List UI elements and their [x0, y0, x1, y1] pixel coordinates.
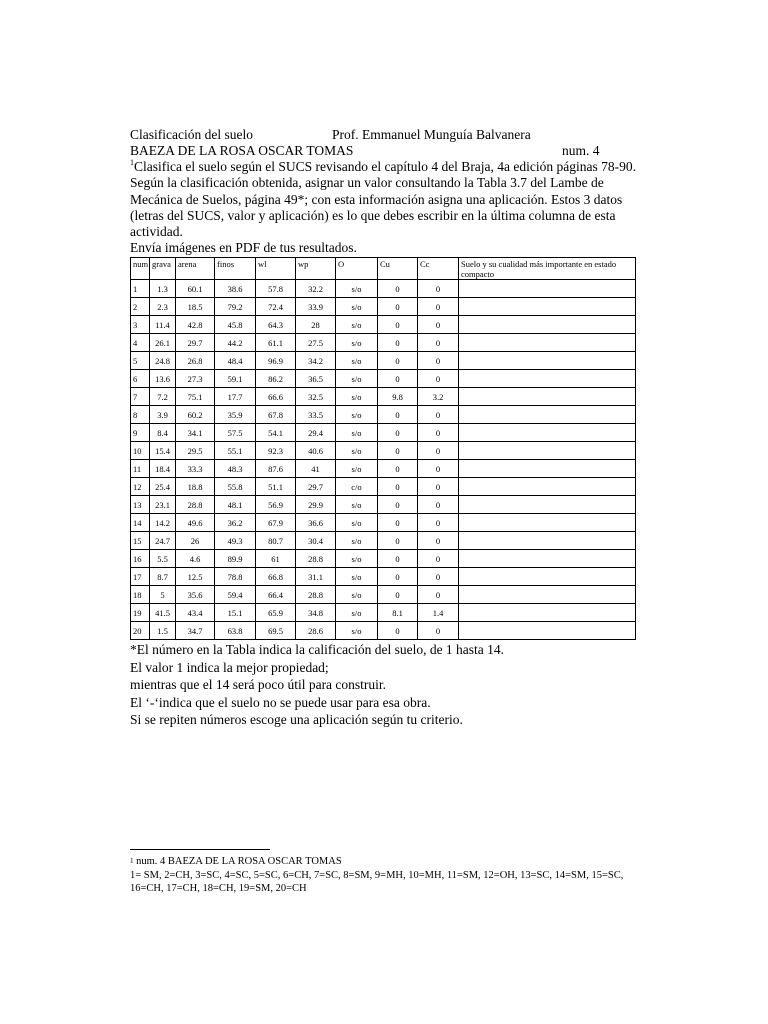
table-cell: 0 [378, 352, 418, 370]
answer-cell[interactable] [459, 622, 636, 640]
table-cell: 0 [378, 496, 418, 514]
column-header: Cc [418, 258, 459, 280]
table-cell: 1 [131, 280, 150, 298]
table-cell: 0 [418, 532, 459, 550]
table-row [131, 568, 636, 586]
footnote-line-1 [130, 855, 640, 869]
table-cell: 2.3 [150, 298, 176, 316]
table-cell: s/o [336, 352, 378, 370]
table-cell: 28.8 [296, 550, 336, 568]
table-cell: 66.4 [256, 586, 296, 604]
answer-cell[interactable] [459, 550, 636, 568]
answer-cell[interactable] [459, 424, 636, 442]
footnote [130, 855, 640, 896]
table-cell: 0 [418, 316, 459, 334]
table-cell: 4.6 [176, 550, 215, 568]
column-header: O [336, 258, 378, 280]
table-cell: s/o [336, 586, 378, 604]
table-cell: 28.8 [296, 586, 336, 604]
table-cell: 66.8 [256, 568, 296, 586]
table-cell: 48.3 [215, 460, 256, 478]
table-cell: 0 [378, 370, 418, 388]
table-cell: 49.3 [215, 532, 256, 550]
table-cell: 49.6 [176, 514, 215, 532]
table-cell: 64.3 [256, 316, 296, 334]
column-header: finos [215, 258, 256, 280]
table-cell: 57.8 [256, 280, 296, 298]
table-cell: s/o [336, 316, 378, 334]
table-cell: 5 [131, 352, 150, 370]
column-header: wl [256, 258, 296, 280]
footnote-student: num. 4 BAEZA DE LA ROSA OSCAR TOMAS [136, 856, 342, 867]
student-number: num. 4 [562, 143, 600, 158]
instructions-text: Clasifica el suelo según el SUCS revisando el capítulo 4 del Braja, 4a edición páginas 78-90. Según la clasificación obtenida, asignar un valor consultando la Tabla 3.7 del Lambe de Mecánica de Suelos, página 49*; con esta información asigna una aplicación. Estos 3 datos (letras del SUCS, valor y aplicación) es lo que debes escribir en la última columna de esta actividad. [130, 159, 637, 240]
table-cell: 0 [378, 514, 418, 532]
table-cell: 86.2 [256, 370, 296, 388]
table-cell: 8.1 [378, 604, 418, 622]
table-body [131, 280, 636, 640]
table-cell: 11.4 [150, 316, 176, 334]
table-row [131, 334, 636, 352]
send-instruction: Envía imágenes en PDF de tus resultados. [130, 240, 357, 256]
table-cell: 89.9 [215, 550, 256, 568]
table-cell: 35.9 [215, 406, 256, 424]
table-cell: 69.5 [256, 622, 296, 640]
table-cell: 0 [418, 496, 459, 514]
table-cell: 26 [176, 532, 215, 550]
table-cell: s/o [336, 424, 378, 442]
table-cell: 14.2 [150, 514, 176, 532]
table-cell: 48.4 [215, 352, 256, 370]
table-cell: 75.1 [176, 388, 215, 406]
table-cell: 32.5 [296, 388, 336, 406]
table-cell: 12.5 [176, 568, 215, 586]
table-cell: 3.9 [150, 406, 176, 424]
table-cell: 25.4 [150, 478, 176, 496]
table-cell: 18.4 [150, 460, 176, 478]
note-line: El ‘-‘indica que el suelo no se puede usar para esa obra. [130, 694, 431, 710]
soil-data-table [130, 257, 636, 640]
answer-cell[interactable] [459, 406, 636, 424]
column-header: Suelo y su cualidad más importante en estado compacto [459, 258, 636, 280]
table-cell: 23.1 [150, 496, 176, 514]
table-cell: 0 [418, 298, 459, 316]
table-cell: c/o [336, 478, 378, 496]
table-cell: s/o [336, 298, 378, 316]
notes-block [130, 641, 636, 729]
student-name: BAEZA DE LA ROSA OSCAR TOMAS [130, 143, 354, 158]
table-row [131, 370, 636, 388]
table-cell: 51.1 [256, 478, 296, 496]
table-cell: s/o [336, 514, 378, 532]
table-cell: 18 [131, 586, 150, 604]
document-header [130, 127, 636, 159]
table-cell: 78.8 [215, 568, 256, 586]
table-cell: 36.2 [215, 514, 256, 532]
table-cell: 31.1 [296, 568, 336, 586]
answer-cell[interactable] [459, 352, 636, 370]
footnote-reference: 1 [130, 158, 134, 167]
footnote-separator [130, 849, 270, 850]
table-row [131, 460, 636, 478]
table-cell: s/o [336, 568, 378, 586]
answer-cell[interactable] [459, 388, 636, 406]
table-cell: s/o [336, 334, 378, 352]
table-cell: 0 [378, 550, 418, 568]
answer-cell[interactable] [459, 586, 636, 604]
table-cell: 72.4 [256, 298, 296, 316]
note-line: Si se repiten números escoge una aplicación según tu criterio. [130, 712, 463, 728]
table-cell: 4 [131, 334, 150, 352]
table-cell: 34.1 [176, 424, 215, 442]
table-cell: 0 [378, 280, 418, 298]
table-cell: 0 [378, 568, 418, 586]
table-cell: 28.6 [296, 622, 336, 640]
table-cell: 0 [418, 352, 459, 370]
table-cell: 0 [378, 406, 418, 424]
table-cell: 0 [418, 478, 459, 496]
table-cell: 11 [131, 460, 150, 478]
table-cell: s/o [336, 406, 378, 424]
footnote-mark: 1 [130, 857, 134, 865]
table-row [131, 298, 636, 316]
column-header: wp [296, 258, 336, 280]
table-row [131, 622, 636, 640]
table-cell: 14 [131, 514, 150, 532]
table-row [131, 316, 636, 334]
table-cell: 3.2 [418, 388, 459, 406]
header-line-2 [130, 143, 636, 159]
table-cell: 59.4 [215, 586, 256, 604]
table-cell: 65.9 [256, 604, 296, 622]
table-cell: 0 [418, 334, 459, 352]
table-cell: 34.2 [296, 352, 336, 370]
table-cell: 61 [256, 550, 296, 568]
table-row [131, 532, 636, 550]
table-cell: 0 [418, 424, 459, 442]
table-cell: 2 [131, 298, 150, 316]
table-cell: 32.2 [296, 280, 336, 298]
table-cell: 0 [418, 568, 459, 586]
table-cell: 15.4 [150, 442, 176, 460]
table-cell: 18.5 [176, 298, 215, 316]
table-cell: s/o [336, 550, 378, 568]
answer-cell[interactable] [459, 298, 636, 316]
table-cell: 0 [378, 622, 418, 640]
table-cell: 29.7 [296, 478, 336, 496]
table-row [131, 388, 636, 406]
answer-cell[interactable] [459, 370, 636, 388]
table-cell: 33.9 [296, 298, 336, 316]
column-header: grava [150, 258, 176, 280]
table-cell: 45.8 [215, 316, 256, 334]
column-header: Cu [378, 258, 418, 280]
table-cell: 13 [131, 496, 150, 514]
table-cell: 0 [418, 280, 459, 298]
table-row [131, 352, 636, 370]
table-cell: 61.1 [256, 334, 296, 352]
table-cell: 30.4 [296, 532, 336, 550]
table-row [131, 550, 636, 568]
table-cell: 34.7 [176, 622, 215, 640]
table-header-row [131, 258, 636, 280]
course-title: Clasificación del suelo [130, 127, 253, 142]
table-cell: 0 [378, 298, 418, 316]
table-cell: 29.4 [296, 424, 336, 442]
table-cell: 7.2 [150, 388, 176, 406]
header-line-1 [130, 127, 636, 143]
table-cell: 29.9 [296, 496, 336, 514]
table-cell: 29.5 [176, 442, 215, 460]
table-cell: 26.1 [150, 334, 176, 352]
table-cell: 1.5 [150, 622, 176, 640]
table-cell: 0 [378, 532, 418, 550]
table-cell: 8.4 [150, 424, 176, 442]
table-row [131, 406, 636, 424]
answer-cell[interactable] [459, 496, 636, 514]
answer-cell[interactable] [459, 280, 636, 298]
answer-cell[interactable] [459, 532, 636, 550]
table-cell: 41.5 [150, 604, 176, 622]
table-cell: 56.9 [256, 496, 296, 514]
table-cell: 17.7 [215, 388, 256, 406]
table-cell: 9.8 [378, 388, 418, 406]
table-cell: 1.4 [418, 604, 459, 622]
table-cell: 57.5 [215, 424, 256, 442]
note-line: El valor 1 indica la mejor propiedad; [130, 659, 329, 675]
table-cell: 0 [418, 622, 459, 640]
answer-cell[interactable] [459, 460, 636, 478]
table-cell: 29.7 [176, 334, 215, 352]
table-row [131, 280, 636, 298]
table-cell: 1.3 [150, 280, 176, 298]
answer-cell[interactable] [459, 568, 636, 586]
table-cell: 0 [378, 586, 418, 604]
table-cell: 24.8 [150, 352, 176, 370]
footnote-answers: 1= SM, 2=CH, 3=SC, 4=SC, 5=SC, 6=CH, 7=SC, 8=SM, 9=MH, 10=MH, 11=SM, 12=OH, 13=SC, 14=SM, 15=SC, 16=CH, 17=CH, 18=CH, 19=SM, 20=CH [130, 869, 624, 894]
column-header: num [131, 258, 150, 280]
table-cell: 59.1 [215, 370, 256, 388]
table-cell: 26.8 [176, 352, 215, 370]
table-cell: s/o [336, 460, 378, 478]
table-cell: 35.6 [176, 586, 215, 604]
table-cell: 16 [131, 550, 150, 568]
table-cell: 27.5 [296, 334, 336, 352]
table-cell: 28.8 [176, 496, 215, 514]
table-cell: s/o [336, 370, 378, 388]
table-cell: 34.8 [296, 604, 336, 622]
table-cell: 66.6 [256, 388, 296, 406]
table-cell: 24.7 [150, 532, 176, 550]
table-row [131, 478, 636, 496]
table-cell: 0 [378, 424, 418, 442]
table-cell: 0 [378, 460, 418, 478]
table-row [131, 424, 636, 442]
answer-cell[interactable] [459, 334, 636, 352]
table-cell: 60.1 [176, 280, 215, 298]
table-cell: 41 [296, 460, 336, 478]
answer-cell[interactable] [459, 442, 636, 460]
table-cell: 92.3 [256, 442, 296, 460]
table-cell: 43.4 [176, 604, 215, 622]
answer-cell[interactable] [459, 604, 636, 622]
table-cell: 0 [418, 586, 459, 604]
table-cell: 3 [131, 316, 150, 334]
table-cell: 38.6 [215, 280, 256, 298]
table-cell: 33.5 [296, 406, 336, 424]
table-row [131, 586, 636, 604]
table-cell: 44.2 [215, 334, 256, 352]
table-cell: 17 [131, 568, 150, 586]
table-cell: 28 [296, 316, 336, 334]
table-cell: 0 [418, 442, 459, 460]
table-cell: 0 [418, 460, 459, 478]
table-cell: 5.5 [150, 550, 176, 568]
table-cell: 5 [150, 586, 176, 604]
table-cell: 0 [418, 406, 459, 424]
table-cell: 13.6 [150, 370, 176, 388]
table-cell: 15 [131, 532, 150, 550]
table-cell: 0 [418, 550, 459, 568]
table-cell: 54.1 [256, 424, 296, 442]
table-cell: 12 [131, 478, 150, 496]
table-cell: 42.8 [176, 316, 215, 334]
table-cell: 7 [131, 388, 150, 406]
note-line: mientras que el 14 será poco útil para construir. [130, 677, 387, 693]
table-cell: 0 [418, 514, 459, 532]
table-cell: 8 [131, 406, 150, 424]
table-cell: 0 [378, 316, 418, 334]
table-cell: 0 [378, 334, 418, 352]
table-cell: 8.7 [150, 568, 176, 586]
table-cell: 96.9 [256, 352, 296, 370]
note-line: *El número en la Tabla indica la calificación del suelo, de 1 hasta 14. [130, 642, 505, 658]
column-header: arena [176, 258, 215, 280]
instructions-paragraph [130, 159, 636, 240]
professor-name: Prof. Emmanuel Munguía Balvanera [332, 127, 531, 142]
answer-cell[interactable] [459, 316, 636, 334]
table-cell: 0 [418, 370, 459, 388]
table-cell: 27.3 [176, 370, 215, 388]
answer-cell[interactable] [459, 478, 636, 496]
table-cell: s/o [336, 532, 378, 550]
table-cell: 15.1 [215, 604, 256, 622]
table-cell: 36.5 [296, 370, 336, 388]
table-cell: s/o [336, 622, 378, 640]
table-cell: 33.3 [176, 460, 215, 478]
table-cell: 0 [378, 442, 418, 460]
table-cell: 9 [131, 424, 150, 442]
table-cell: 36.6 [296, 514, 336, 532]
table-cell: 87.6 [256, 460, 296, 478]
table-cell: 18.8 [176, 478, 215, 496]
table-cell: 19 [131, 604, 150, 622]
table-cell: s/o [336, 388, 378, 406]
table-cell: s/o [336, 280, 378, 298]
table-row [131, 442, 636, 460]
table-cell: 67.8 [256, 406, 296, 424]
table-cell: 40.6 [296, 442, 336, 460]
table-cell: s/o [336, 442, 378, 460]
table-cell: 63.8 [215, 622, 256, 640]
table-cell: 6 [131, 370, 150, 388]
table-cell: 20 [131, 622, 150, 640]
table-cell: 80.7 [256, 532, 296, 550]
table-cell: s/o [336, 604, 378, 622]
answer-cell[interactable] [459, 514, 636, 532]
table-cell: 10 [131, 442, 150, 460]
table-cell: 55.8 [215, 478, 256, 496]
table-cell: 60.2 [176, 406, 215, 424]
table-cell: 0 [378, 478, 418, 496]
table-row [131, 496, 636, 514]
table-cell: s/o [336, 496, 378, 514]
table-cell: 67.9 [256, 514, 296, 532]
table-cell: 79.2 [215, 298, 256, 316]
table-cell: 48.1 [215, 496, 256, 514]
table-cell: 55.1 [215, 442, 256, 460]
document-page [130, 127, 636, 729]
table-row [131, 604, 636, 622]
table-row [131, 514, 636, 532]
